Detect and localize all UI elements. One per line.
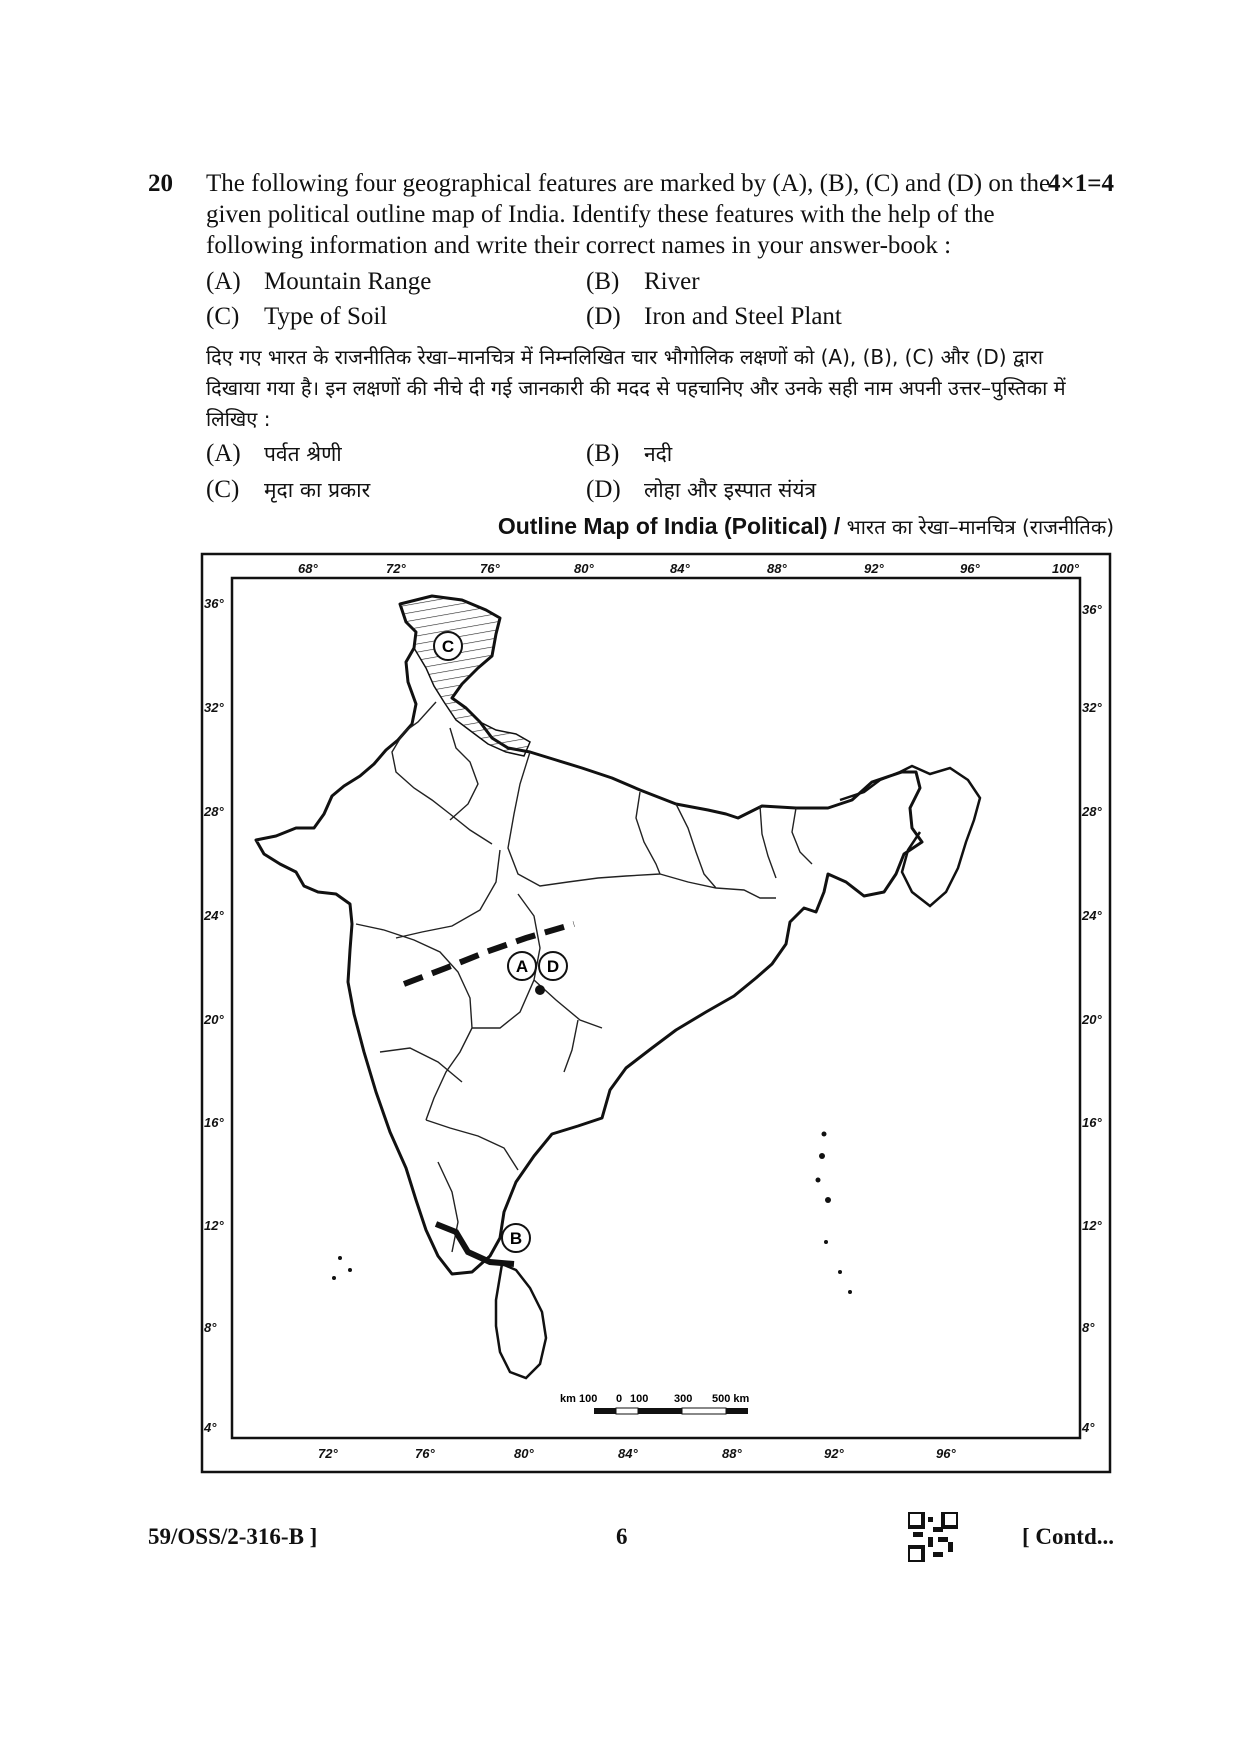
feature-d-point xyxy=(535,985,545,995)
lat-label: 12° xyxy=(204,1218,224,1233)
island xyxy=(848,1290,852,1294)
lon-label: 84° xyxy=(670,561,690,576)
island xyxy=(838,1270,842,1274)
island xyxy=(338,1256,342,1260)
map-outer-border xyxy=(202,554,1110,1472)
left-latitude-labels xyxy=(203,596,224,1435)
hindi-option-d: (D) लोहा और इस्पात संयंत्र xyxy=(586,476,817,503)
lon-label: 84° xyxy=(618,1446,638,1461)
lon-label: 72° xyxy=(318,1446,338,1461)
marker-c xyxy=(434,632,462,660)
island xyxy=(332,1276,336,1280)
bottom-longitude-labels xyxy=(318,1446,956,1461)
lat-label: 36° xyxy=(1082,602,1102,617)
svg-text:300: 300 xyxy=(674,1393,693,1405)
lon-label: 96° xyxy=(936,1446,956,1461)
lon-label: 92° xyxy=(824,1446,844,1461)
svg-text:B: B xyxy=(509,1229,523,1248)
lat-label: 4° xyxy=(1082,1420,1095,1435)
island xyxy=(816,1178,821,1183)
island xyxy=(825,1197,831,1203)
option-c: (C) Type of Soil xyxy=(206,303,388,330)
lat-label: 8° xyxy=(204,1320,217,1335)
marker-a xyxy=(508,952,536,980)
hindi-option-b: (B) नदी xyxy=(586,440,673,467)
lat-label: 4° xyxy=(204,1420,217,1435)
svg-text:D: D xyxy=(546,957,560,976)
c-hatched-region xyxy=(400,596,530,756)
andaman-islands xyxy=(332,1132,852,1295)
map-title: Outline Map of India (Political) / भारत का रेखा–मानचित्र (राजनीतिक) xyxy=(497,513,1114,539)
svg-text:A: A xyxy=(515,957,529,976)
continued-label: [ Contd... xyxy=(1021,1524,1114,1549)
lat-label: 8° xyxy=(1082,1320,1095,1335)
island xyxy=(819,1153,825,1159)
option-d: (D) Iron and Steel Plant xyxy=(586,303,842,330)
lon-label: 80° xyxy=(574,561,594,576)
lon-label: 88° xyxy=(767,561,787,576)
lat-label: 32° xyxy=(1082,700,1102,715)
india-outline xyxy=(256,596,922,1274)
option-b: (B) River xyxy=(586,268,700,295)
right-latitude-labels xyxy=(1081,602,1102,1435)
lat-label: 16° xyxy=(204,1115,224,1130)
question-marks: 4×1=4 xyxy=(1048,170,1114,197)
marker-d xyxy=(539,952,567,980)
paper-code: 59/OSS/2-316-B ] xyxy=(148,1524,318,1549)
lon-label: 76° xyxy=(415,1446,435,1461)
svg-text:100: 100 xyxy=(630,1393,649,1405)
india-outline-map xyxy=(200,552,1112,1474)
marker-b xyxy=(502,1224,530,1252)
lon-label: 100° xyxy=(1052,561,1079,576)
lon-label: 96° xyxy=(960,561,980,576)
svg-text:500 km: 500 km xyxy=(712,1393,750,1405)
lon-label: 92° xyxy=(864,561,884,576)
svg-text:C: C xyxy=(441,637,455,656)
map-scale xyxy=(560,1393,750,1414)
island xyxy=(822,1132,827,1137)
lat-label: 24° xyxy=(1082,908,1102,923)
map-inner-border xyxy=(232,578,1080,1438)
qr-code-icon xyxy=(908,1512,958,1562)
lat-label: 16° xyxy=(1082,1115,1102,1130)
northeast-outline xyxy=(840,766,980,906)
question-number: 20 xyxy=(148,170,173,197)
sri-lanka-outline xyxy=(496,1264,546,1378)
question-text-hindi: दिए गए भारत के राजनीतिक रेखा–मानचित्र में निम्नलिखित चार भौगोलिक लक्षणों को (A), (B), (C) और (D) द्वारा दिखाया गया है। इन लक्षणों की नीचे दी गई जानकारी की मदद से पहचानिए और उनके सही नाम अपनी उत्तर–पुस्तिका में लिखिए : xyxy=(206,345,1066,431)
top-longitude-labels xyxy=(298,561,1080,576)
lon-label: 76° xyxy=(480,561,500,576)
lat-label: 24° xyxy=(204,908,224,923)
state-boundaries xyxy=(356,702,812,1252)
lat-label: 20° xyxy=(1082,1012,1102,1027)
lon-label: 68° xyxy=(298,561,318,576)
lat-label: 32° xyxy=(204,700,224,715)
svg-text:km 100: km 100 xyxy=(560,1393,598,1405)
lon-label: 72° xyxy=(386,561,406,576)
page-number: 6 xyxy=(616,1524,628,1549)
lat-label: 28° xyxy=(1082,804,1102,819)
question-text: The following four geographical features are marked by (A), (B), (C) and (D) on the given political outline map of India. Identify these features with the help of the following information and write their correct names in your answer-book : xyxy=(206,170,1051,259)
svg-text:0: 0 xyxy=(616,1393,623,1405)
hindi-option-a: (A) पर्वत श्रेणी xyxy=(206,440,342,467)
lon-label: 88° xyxy=(722,1446,742,1461)
hindi-option-c: (C) मृदा का प्रकार xyxy=(206,476,371,503)
island xyxy=(824,1240,828,1244)
island xyxy=(348,1268,352,1272)
lat-label: 12° xyxy=(1082,1218,1102,1233)
option-a: (A) Mountain Range xyxy=(206,268,432,295)
lat-label: 20° xyxy=(204,1012,224,1027)
lat-label: 28° xyxy=(204,804,224,819)
lon-label: 80° xyxy=(514,1446,534,1461)
lat-label: 36° xyxy=(204,596,224,611)
